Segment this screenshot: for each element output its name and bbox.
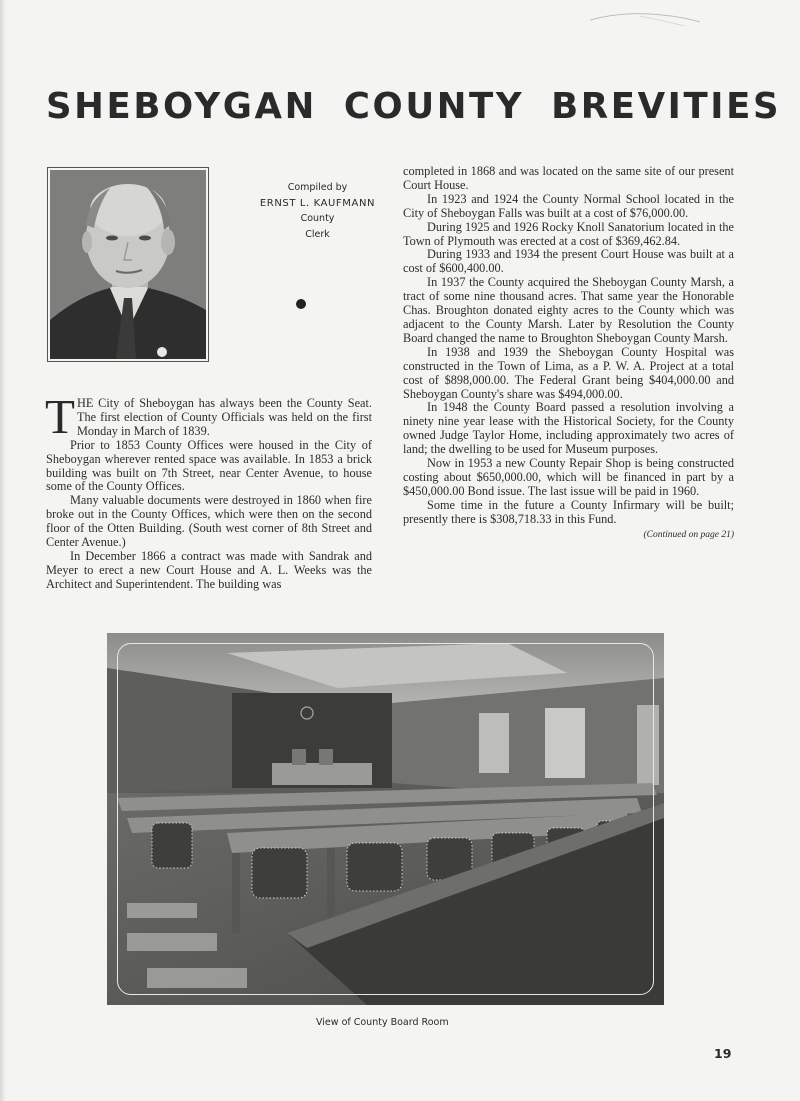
byline <box>240 180 395 242</box>
article-paragraph: In 1938 and 1939 the Sheboygan County Hospital was constructed in the Town of Lima, as a P. W. A. Project at a total cost of $898,000.00. The Federal Grant being $404,000.00 and Sheboygan County's share was $494,000.00. <box>403 344 734 401</box>
page-title: SHEBOYGAN COUNTY BREVITIES <box>46 86 782 127</box>
article-paragraph: During 1933 and 1934 the present Court House was built at a cost of $600,400.00. <box>403 247 734 276</box>
article-paragraph: In 1923 and 1924 the County Normal School located in the City of Sheboygan Falls was built at a cost of $76,000.00. <box>403 191 734 220</box>
article-paragraph <box>45 389 372 444</box>
portrait-illustration <box>50 170 206 359</box>
article-paragraph: completed in 1868 and was located on the same site of our present Court House. <box>403 164 734 192</box>
article-right-column <box>403 165 734 542</box>
author-name: ERNST L. KAUFMANN <box>259 197 376 209</box>
article-paragraph: Prior to 1853 County Offices were housed in the City of Sheboygan wherever rented space was available. In 1853 a brick building was built on 7th Street, near Center Avenue, to house some of the County Offices. <box>46 437 372 494</box>
photo-ornamental-frame <box>117 643 654 995</box>
board-room-photo <box>107 633 664 1005</box>
page-scuff-mark <box>590 8 700 26</box>
paragraph-text: HE City of Sheboygan has always been the County Seat. The first election of County Officials was held on the first Monday in March of 1839. <box>76 396 372 438</box>
article-paragraph: Now in 1953 a new County Repair Shop is being constructed costing about $650,000.00, which will be financed in part by a $450,000.00 Bond issue. The last issue will be paid in 1960. <box>403 456 734 498</box>
author-portrait <box>47 167 209 362</box>
continued-note: (Continued on page 21) <box>643 529 734 540</box>
article-left-column <box>45 389 372 592</box>
author-role-line-2: Clerk <box>305 228 330 240</box>
author-role-line-1: County <box>300 213 335 224</box>
photo-caption: View of County Board Room <box>316 1017 449 1028</box>
article-paragraph: In 1937 the County acquired the Sheboygan County Marsh, a tract of some nine thousand acres. That same year the Honorable Chas. Broughton donated eighty acres to the County which was adjacent to the County Marsh. Later by Resolution the County Board changed the name to Broughton Sheboygan County Marsh. <box>403 275 734 345</box>
page-number: 19 <box>714 1046 732 1061</box>
article-paragraph: Many valuable documents were destroyed in 1860 when fire broke out in the County Offices, which were then on the second floor of the Otten Building. (South west corner of 8th Street and Center Avenue.) <box>46 493 372 550</box>
bullet-ornament-icon <box>296 299 306 309</box>
compiled-by-label: Compiled by <box>287 182 348 193</box>
article-paragraph: Some time in the future a County Infirmary will be built; presently there is $308,718.33 in this Fund. <box>403 497 734 526</box>
portrait-photo <box>50 170 206 359</box>
article-paragraph: During 1925 and 1926 Rocky Knoll Sanatorium located in the Town of Plymouth was erected at a cost of $369,462.84. <box>403 219 734 248</box>
article-paragraph: In December 1866 a contract was made with Sandrak and Meyer to erect a new Court House and A. L. Weeks was the Architect and Superintendent. The building was <box>46 548 372 591</box>
article-paragraph: In 1948 the County Board passed a resolution involving a ninety nine year lease with the Historical Society, for the County owned Judge Taylor Home, including approximately two acres of land; the dwelling to be used for Museum purposes. <box>403 400 734 457</box>
drop-cap: T <box>45 389 75 444</box>
page-edge <box>0 0 6 1101</box>
